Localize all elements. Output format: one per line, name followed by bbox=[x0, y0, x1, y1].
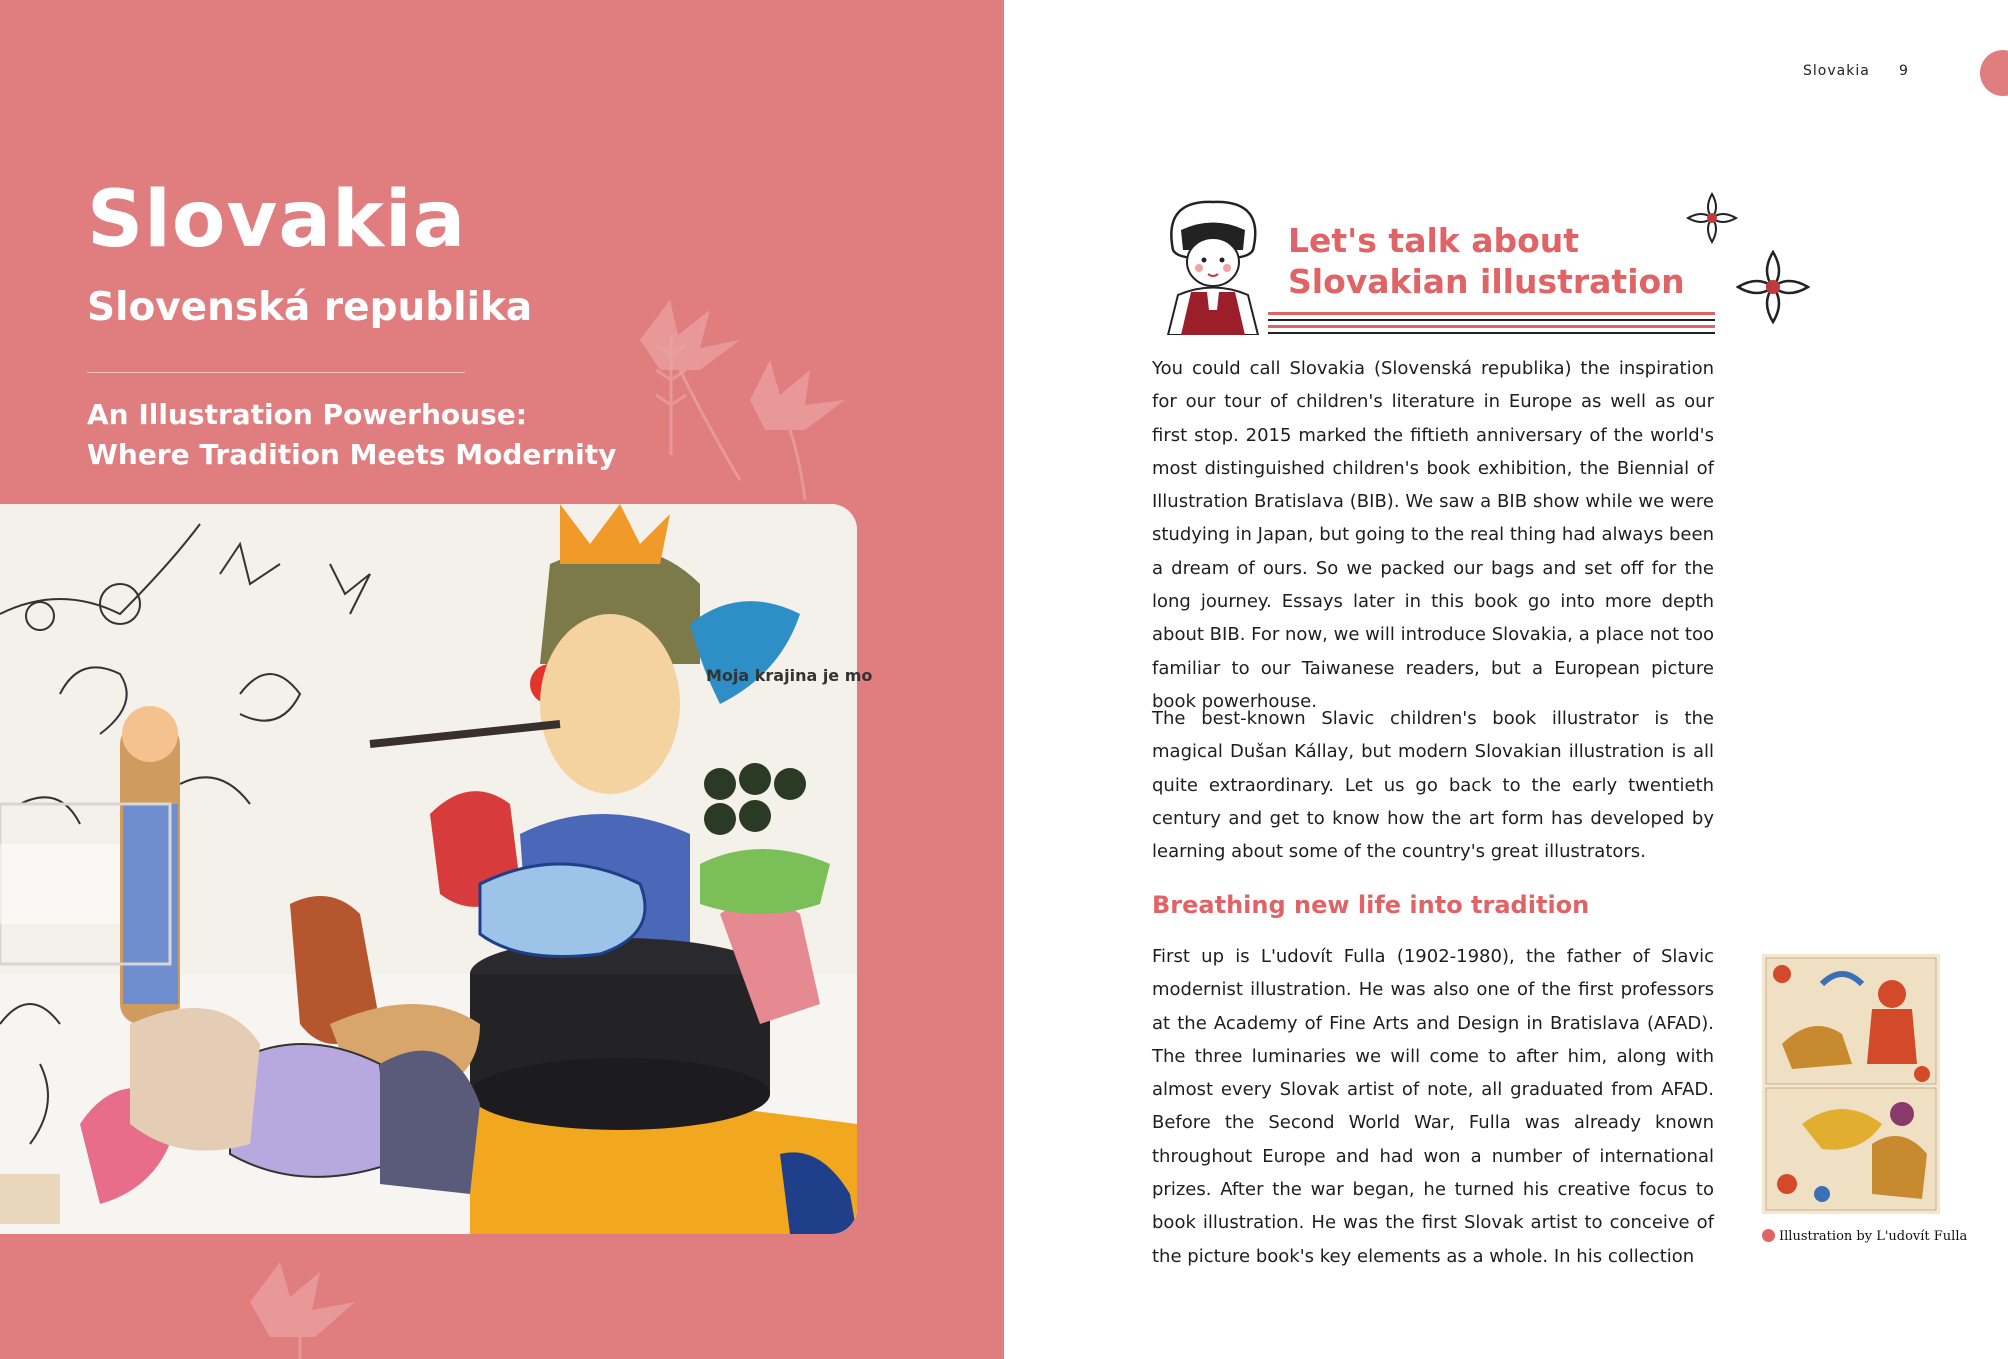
body-paragraph: The best-known Slavic children's book illustrator is the magical Dušan Kállay, but modern Slovakian illustration is all quite extraordinary. Let us go back to the early twentieth century and get to know how the art form has developed by learning about some of the country's great illustrators. bbox=[1152, 708, 1714, 863]
heading-underline-stripes bbox=[1268, 312, 1715, 336]
tagline-line: Where Tradition Meets Modernity bbox=[87, 438, 617, 471]
exhibition-photo bbox=[0, 504, 857, 1234]
body-paragraph: You could call Slovakia (Slovenská republika) the inspiration for our tour of children's literature in Europe as well as our first stop. 2015 marked the fiftieth anniversary of the world's most distinguished children's book exhibition, the Biennial of Illustration Bratislava (BIB). We saw a BIB show while we were studying in Japan, but going to the real thing had always been a dream of ours. So we packed our bags and set off for the long journey. Essays later in this book go into more depth about BIB. For now, we will introduce Slovakia, a place not too familiar to our Taiwanese readers, but a European picture book powerhouse. bbox=[1152, 358, 1714, 712]
caption-text: Illustration by L'udovít Fulla bbox=[1779, 1229, 1968, 1244]
section-heading bbox=[1288, 220, 1685, 302]
wheat-sprig-icon bbox=[636, 335, 706, 455]
body-paragraph: First up is L'udovít Fulla (1902-1980), the father of Slavic modernist illustration. He was also one of the first professors at the Academy of Fine Arts and Design in Bratislava (AFAD). The three luminaries we will come to after him, along with almost every Slovak artist of note, all graduated from AFAD. Before the Second World War, Fulla was already known throughout Europe and had won a number of international prizes. After the war began, he turned his creative focus to book illustration. He was the first Slovak artist to conceive of the picture book's key elements as a whole. In his collection bbox=[1152, 946, 1714, 1267]
page-subtitle: Slovenská republika bbox=[87, 285, 533, 330]
divider bbox=[87, 372, 465, 373]
image-caption bbox=[1762, 1229, 1967, 1244]
folk-flower-large-icon bbox=[1736, 250, 1810, 324]
caption-bullet-icon bbox=[1762, 1229, 1775, 1242]
page-number: 9 bbox=[1899, 63, 1908, 79]
exhibit-sign-text: Moja krajina je mo bbox=[706, 666, 873, 685]
folk-flower-small-icon bbox=[1686, 192, 1738, 244]
page-tab-marker bbox=[1980, 50, 2008, 96]
fulla-illustration-image bbox=[1762, 954, 1940, 1214]
running-header-section: Slovakia bbox=[1803, 63, 1870, 79]
sub-heading: Breathing new life into tradition bbox=[1152, 891, 1590, 919]
tagline-line: An Illustration Powerhouse: bbox=[87, 398, 527, 431]
section-heading-line: Let's talk about bbox=[1288, 221, 1580, 260]
section-heading-line: Slovakian illustration bbox=[1288, 262, 1685, 301]
tagline bbox=[87, 395, 616, 475]
carnation-flower-icon bbox=[240, 1262, 400, 1359]
page-title: Slovakia bbox=[87, 175, 467, 265]
girl-in-folk-costume-icon bbox=[1153, 200, 1273, 335]
